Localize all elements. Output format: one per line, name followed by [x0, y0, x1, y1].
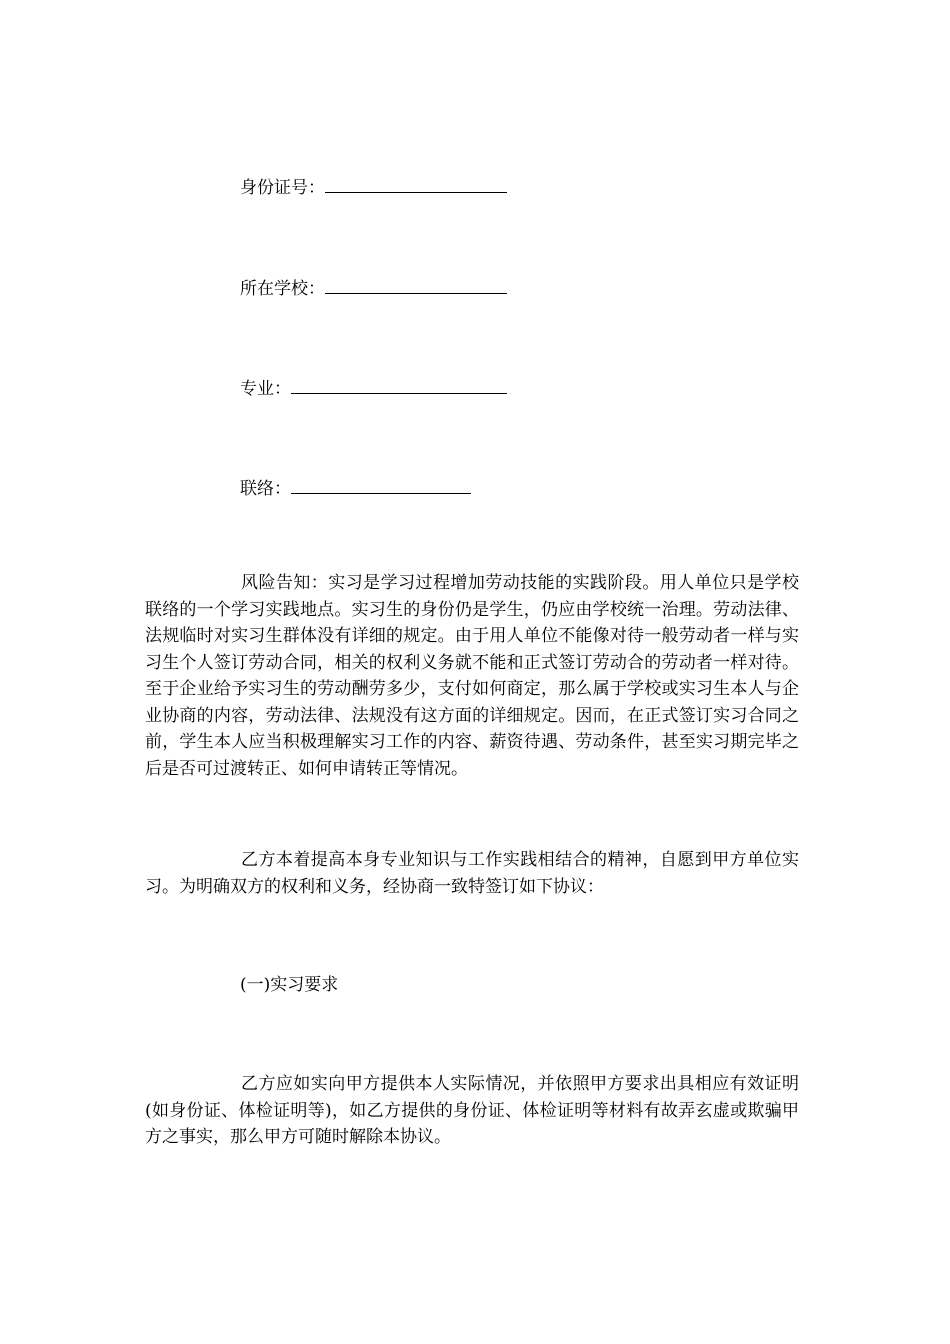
contact-blank [291, 476, 471, 494]
school-blank [325, 276, 507, 294]
agreement-intro-paragraph: 乙方本着提高本身专业知识与工作实践相结合的精神，自愿到甲方单位实习。为明确双方的权利和义务，经协商一致特签订如下协议： [145, 850, 799, 897]
major-field [240, 376, 507, 401]
risk-notice-paragraph: 风险告知：实习是学习过程增加劳动技能的实践阶段。用人单位只是学校联络的一个学习实践地点。实习生的身份仍是学生，仍应由学校统一治理。劳动法律、法规临时对实习生群体没有详细的规定。由于用人单位不能像对待一般劳动者一样与实习生个人签订劳动合同，相关的权利义务就不能和正式签订劳动合的劳动者一样对待。至于企业给予实习生的劳动酬劳多少，支付如何商定，那么属于学校或实习生本人与企业协商的内容，劳动法律、法规没有这方面的详细规定。因而，在正式签订实习合同之前，学生本人应当积极理解实习工作的内容、薪资待遇、劳动条件，甚至实习期完毕之后是否可过渡转正、如何申请转正等情况。 [145, 573, 799, 779]
school-field [240, 276, 507, 301]
contact-field [240, 476, 471, 501]
requirement-paragraph: 乙方应如实向甲方提供本人实际情况，并依照甲方要求出具相应有效证明(如身份证、体检证明等)，如乙方提供的身份证、体检证明等材料有故弄玄虚或欺骗甲方之事实，那么甲方可随时解除本协议。 [145, 1074, 799, 1147]
contact-label: 联络： [240, 479, 291, 499]
id-number-label: 身份证号： [240, 178, 325, 198]
id-number-blank [325, 175, 507, 193]
major-label: 专业： [240, 379, 291, 399]
id-number-field [240, 175, 507, 200]
section-heading: (一)实习要求 [240, 975, 339, 995]
school-label: 所在学校： [240, 279, 325, 299]
major-blank [291, 376, 507, 394]
